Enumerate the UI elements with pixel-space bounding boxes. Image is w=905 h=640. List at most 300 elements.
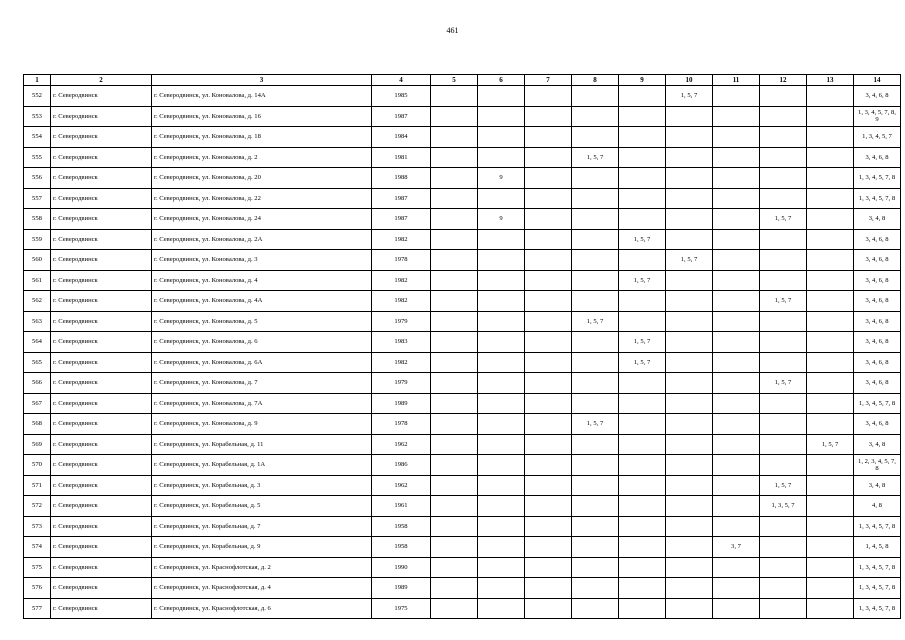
table-cell — [478, 516, 525, 537]
table-cell: г. Северодвинск — [51, 352, 152, 373]
table-cell — [619, 311, 666, 332]
table-cell — [713, 127, 760, 148]
table-cell: 3, 4, 6, 8 — [854, 250, 901, 271]
column-header: 6 — [478, 75, 525, 86]
table-cell: 1958 — [372, 516, 431, 537]
column-header: 2 — [51, 75, 152, 86]
table-cell — [431, 516, 478, 537]
table-cell — [431, 537, 478, 558]
table-cell: 1, 5, 7 — [760, 291, 807, 312]
table-cell — [431, 332, 478, 353]
table-cell — [666, 127, 713, 148]
table-cell: 1961 — [372, 496, 431, 517]
table-cell — [431, 352, 478, 373]
table-cell — [807, 147, 854, 168]
table-cell: 3, 4, 6, 8 — [854, 291, 901, 312]
table-row — [24, 209, 901, 230]
table-cell — [478, 496, 525, 517]
table-cell — [713, 496, 760, 517]
table-cell — [666, 270, 713, 291]
table-cell: г. Северодвинск — [51, 188, 152, 209]
table-cell: 3, 4, 6, 8 — [854, 147, 901, 168]
table-cell — [525, 475, 572, 496]
table-cell — [760, 414, 807, 435]
table-cell: г. Северодвинск — [51, 106, 152, 127]
table-cell — [807, 270, 854, 291]
table-cell — [713, 557, 760, 578]
table-cell: 1986 — [372, 455, 431, 476]
table-cell — [807, 557, 854, 578]
table-row — [24, 332, 901, 353]
table-cell: 1, 3, 4, 5, 7, 8 — [854, 168, 901, 189]
table-row — [24, 86, 901, 107]
table-cell: 1987 — [372, 188, 431, 209]
table-cell: г. Северодвинск, ул. Корабельная, д. 1А — [152, 455, 372, 476]
table-cell — [760, 106, 807, 127]
table-cell — [525, 229, 572, 250]
table-cell: г. Северодвинск — [51, 209, 152, 230]
table-cell — [666, 373, 713, 394]
table-cell — [431, 373, 478, 394]
table-cell: 1, 5, 7 — [666, 250, 713, 271]
table-cell — [807, 373, 854, 394]
table-cell — [525, 127, 572, 148]
table-cell — [713, 86, 760, 107]
table-cell — [572, 250, 619, 271]
table-cell: 555 — [24, 147, 51, 168]
table-cell — [807, 106, 854, 127]
table-cell: г. Северодвинск, ул. Корабельная, д. 11 — [152, 434, 372, 455]
table-cell: 1, 5, 7 — [572, 311, 619, 332]
table-cell: 564 — [24, 332, 51, 353]
table-cell — [572, 557, 619, 578]
table-row — [24, 291, 901, 312]
table-cell: 1, 3, 4, 5, 7, 8 — [854, 578, 901, 599]
table-cell: г. Северодвинск, ул. Краснофлотская, д. 4 — [152, 578, 372, 599]
table-cell — [807, 455, 854, 476]
table-cell — [619, 168, 666, 189]
table-cell — [807, 393, 854, 414]
table-cell — [619, 434, 666, 455]
table-cell: 556 — [24, 168, 51, 189]
table-cell — [619, 537, 666, 558]
table-cell — [760, 270, 807, 291]
table-cell — [713, 434, 760, 455]
table-cell: 1, 5, 7 — [619, 229, 666, 250]
table-cell: 1989 — [372, 393, 431, 414]
table-cell — [666, 291, 713, 312]
table-cell: 1, 3, 4, 5, 7, 8 — [854, 393, 901, 414]
table-cell: 1, 3, 4, 5, 7, 8 — [854, 557, 901, 578]
table-cell: 1975 — [372, 598, 431, 619]
table-cell — [619, 106, 666, 127]
table-cell — [478, 537, 525, 558]
table-cell: 566 — [24, 373, 51, 394]
table-cell — [713, 578, 760, 599]
table-cell: 3, 4, 8 — [854, 434, 901, 455]
table-cell — [478, 188, 525, 209]
table-cell — [619, 516, 666, 537]
table-cell — [807, 291, 854, 312]
table-cell: г. Северодвинск — [51, 373, 152, 394]
table-cell — [431, 557, 478, 578]
table-cell: 3, 4, 6, 8 — [854, 270, 901, 291]
table-row — [24, 352, 901, 373]
table-cell: 1982 — [372, 352, 431, 373]
table-cell: 1, 5, 7 — [760, 475, 807, 496]
table-cell: 577 — [24, 598, 51, 619]
table-cell: г. Северодвинск, ул. Корабельная, д. 9 — [152, 537, 372, 558]
column-header: 3 — [152, 75, 372, 86]
table-cell — [431, 229, 478, 250]
table-cell: г. Северодвинск — [51, 127, 152, 148]
table-cell: г. Северодвинск — [51, 393, 152, 414]
table-cell: 3, 4, 6, 8 — [854, 311, 901, 332]
table-row — [24, 475, 901, 496]
table-cell — [478, 127, 525, 148]
table-cell — [760, 352, 807, 373]
table-cell — [713, 516, 760, 537]
table-cell: г. Северодвинск — [51, 434, 152, 455]
column-header: 4 — [372, 75, 431, 86]
table-cell: 3, 4, 6, 8 — [854, 373, 901, 394]
table-cell: 1979 — [372, 311, 431, 332]
table-cell — [666, 168, 713, 189]
table-cell — [807, 229, 854, 250]
table-cell — [572, 209, 619, 230]
table-cell — [431, 496, 478, 517]
table-cell — [807, 598, 854, 619]
table-cell — [713, 250, 760, 271]
table-cell: г. Северодвинск — [51, 414, 152, 435]
table-cell — [572, 496, 619, 517]
table-cell: 1978 — [372, 414, 431, 435]
table-cell: 562 — [24, 291, 51, 312]
table-cell — [525, 537, 572, 558]
table-cell — [478, 578, 525, 599]
table-cell — [807, 496, 854, 517]
table-cell: 1987 — [372, 106, 431, 127]
table-cell — [619, 475, 666, 496]
table-cell: г. Северодвинск, ул. Коновалова, д. 22 — [152, 188, 372, 209]
table-cell — [760, 516, 807, 537]
table-cell: г. Северодвинск — [51, 229, 152, 250]
table-cell — [572, 598, 619, 619]
table-cell — [666, 311, 713, 332]
table-cell — [572, 352, 619, 373]
table-cell — [760, 598, 807, 619]
table-cell — [572, 188, 619, 209]
table-cell: 1962 — [372, 434, 431, 455]
table-cell: 1, 5, 7 — [760, 373, 807, 394]
table-cell: 9 — [478, 168, 525, 189]
table-cell: 1982 — [372, 270, 431, 291]
table-row — [24, 311, 901, 332]
table-cell: 1, 3, 4, 5, 7 — [854, 127, 901, 148]
table-cell — [431, 147, 478, 168]
table-cell — [572, 86, 619, 107]
table-cell — [431, 86, 478, 107]
table-cell: г. Северодвинск, ул. Корабельная, д. 7 — [152, 516, 372, 537]
table-cell — [572, 516, 619, 537]
table-cell — [713, 598, 760, 619]
table-cell — [478, 414, 525, 435]
table-cell — [478, 598, 525, 619]
table-cell — [525, 578, 572, 599]
table-cell — [760, 578, 807, 599]
table-cell — [525, 516, 572, 537]
table-cell: г. Северодвинск, ул. Коновалова, д. 2 — [152, 147, 372, 168]
table-cell: г. Северодвинск — [51, 332, 152, 353]
table-cell: 1, 3, 4, 5, 7, 8, 9 — [854, 106, 901, 127]
table-cell — [713, 455, 760, 476]
table-row — [24, 373, 901, 394]
table-cell: 1, 3, 4, 5, 7, 8 — [854, 516, 901, 537]
table-cell — [619, 86, 666, 107]
table-row — [24, 434, 901, 455]
table-cell: г. Северодвинск, ул. Коновалова, д. 18 — [152, 127, 372, 148]
table-cell: 1984 — [372, 127, 431, 148]
table-cell — [525, 373, 572, 394]
table-cell — [478, 332, 525, 353]
table-cell — [572, 291, 619, 312]
table-cell — [807, 188, 854, 209]
table-cell — [713, 168, 760, 189]
table-cell: г. Северодвинск — [51, 496, 152, 517]
table-cell: 3, 4, 8 — [854, 475, 901, 496]
table-cell: 554 — [24, 127, 51, 148]
table-cell — [619, 414, 666, 435]
table-cell: г. Северодвинск — [51, 455, 152, 476]
table-cell — [713, 414, 760, 435]
table-cell — [572, 229, 619, 250]
table-cell: 1, 5, 7 — [807, 434, 854, 455]
table-cell: 1, 2, 3, 4, 5, 7, 8 — [854, 455, 901, 476]
table-cell — [760, 393, 807, 414]
table-row — [24, 393, 901, 414]
table-cell: г. Северодвинск — [51, 516, 152, 537]
table-cell: 575 — [24, 557, 51, 578]
table-row — [24, 455, 901, 476]
table-cell — [760, 557, 807, 578]
table-cell — [713, 270, 760, 291]
table-cell — [666, 147, 713, 168]
table-cell — [572, 373, 619, 394]
page-number: 461 — [446, 26, 459, 35]
table-cell: 1, 5, 7 — [619, 270, 666, 291]
table-cell — [760, 147, 807, 168]
table-cell — [431, 250, 478, 271]
table-cell — [525, 598, 572, 619]
table-cell: 1987 — [372, 209, 431, 230]
table-cell — [478, 250, 525, 271]
table-cell — [572, 475, 619, 496]
table-cell: 1981 — [372, 147, 431, 168]
table-cell: 565 — [24, 352, 51, 373]
table-cell: 559 — [24, 229, 51, 250]
table-cell — [713, 209, 760, 230]
table-cell — [760, 188, 807, 209]
table-cell — [525, 168, 572, 189]
table-cell: г. Северодвинск, ул. Коновалова, д. 4А — [152, 291, 372, 312]
table-cell: 1, 5, 7 — [619, 332, 666, 353]
table-cell — [619, 127, 666, 148]
table-cell — [619, 598, 666, 619]
table-cell — [760, 168, 807, 189]
column-header: 11 — [713, 75, 760, 86]
table-cell — [666, 414, 713, 435]
table-row — [24, 106, 901, 127]
table-cell: 553 — [24, 106, 51, 127]
table-cell — [807, 475, 854, 496]
table-cell: 1, 4, 5, 8 — [854, 537, 901, 558]
table-cell: 1, 3, 4, 5, 7, 8 — [854, 188, 901, 209]
table-cell — [807, 414, 854, 435]
table-cell — [666, 578, 713, 599]
table-cell — [713, 229, 760, 250]
table-cell: 561 — [24, 270, 51, 291]
table-cell — [666, 229, 713, 250]
table-cell — [713, 311, 760, 332]
table-cell: 558 — [24, 209, 51, 230]
table-cell: 1, 5, 7 — [572, 414, 619, 435]
table-cell: г. Северодвинск — [51, 475, 152, 496]
table-cell — [713, 373, 760, 394]
table-body — [24, 86, 901, 619]
table-cell: г. Северодвинск, ул. Коновалова, д. 16 — [152, 106, 372, 127]
table-cell: 3, 4, 6, 8 — [854, 229, 901, 250]
table-cell: 1990 — [372, 557, 431, 578]
table-cell: 570 — [24, 455, 51, 476]
table-cell — [431, 188, 478, 209]
table-cell: 1, 5, 7 — [666, 86, 713, 107]
table-cell — [478, 270, 525, 291]
table-cell: 1, 5, 7 — [572, 147, 619, 168]
table-cell — [525, 291, 572, 312]
column-header: 13 — [807, 75, 854, 86]
table-cell: г. Северодвинск, ул. Краснофлотская, д. 2 — [152, 557, 372, 578]
table-cell — [431, 414, 478, 435]
table-cell: 1, 5, 7 — [619, 352, 666, 373]
table-cell: г. Северодвинск, ул. Коновалова, д. 4 — [152, 270, 372, 291]
table-cell: 9 — [478, 209, 525, 230]
table-row — [24, 127, 901, 148]
column-header: 5 — [431, 75, 478, 86]
table-cell — [666, 475, 713, 496]
table-cell: г. Северодвинск, ул. Коновалова, д. 3 — [152, 250, 372, 271]
table-cell — [666, 598, 713, 619]
table-cell: 1983 — [372, 332, 431, 353]
table-cell — [478, 352, 525, 373]
table-cell: 573 — [24, 516, 51, 537]
table-cell: г. Северодвинск, ул. Коновалова, д. 7А — [152, 393, 372, 414]
table-cell — [666, 352, 713, 373]
table-cell: 3, 4, 8 — [854, 209, 901, 230]
table-cell — [713, 332, 760, 353]
table-cell — [713, 393, 760, 414]
table-cell: г. Северодвинск, ул. Коновалова, д. 24 — [152, 209, 372, 230]
table-cell — [572, 168, 619, 189]
table-cell: 1962 — [372, 475, 431, 496]
table-cell: г. Северодвинск, ул. Коновалова, д. 5 — [152, 311, 372, 332]
table-cell — [431, 393, 478, 414]
table-cell — [478, 373, 525, 394]
table-cell — [478, 229, 525, 250]
column-header: 14 — [854, 75, 901, 86]
table-cell — [572, 578, 619, 599]
table-cell — [807, 209, 854, 230]
table-cell — [478, 393, 525, 414]
table-cell: г. Северодвинск, ул. Коновалова, д. 6 — [152, 332, 372, 353]
column-header: 10 — [666, 75, 713, 86]
table-cell — [572, 393, 619, 414]
table-cell — [525, 209, 572, 230]
table-cell: г. Северодвинск, ул. Коновалова, д. 9 — [152, 414, 372, 435]
table-cell — [525, 414, 572, 435]
table-cell — [619, 291, 666, 312]
table-row — [24, 414, 901, 435]
table-cell — [619, 496, 666, 517]
table-cell: г. Северодвинск, ул. Коновалова, д. 6А — [152, 352, 372, 373]
table-row — [24, 516, 901, 537]
table-cell: 568 — [24, 414, 51, 435]
table-cell — [431, 291, 478, 312]
table-cell — [525, 188, 572, 209]
table-cell — [619, 147, 666, 168]
table-cell: 3, 4, 6, 8 — [854, 414, 901, 435]
table-cell — [666, 516, 713, 537]
table-cell — [525, 106, 572, 127]
table-row — [24, 168, 901, 189]
table-cell — [666, 496, 713, 517]
table-cell: 3, 4, 6, 8 — [854, 332, 901, 353]
table-cell — [807, 86, 854, 107]
table-cell — [478, 557, 525, 578]
table-cell — [760, 229, 807, 250]
table-row — [24, 598, 901, 619]
table-cell — [619, 455, 666, 476]
table-cell — [478, 86, 525, 107]
table-cell: 572 — [24, 496, 51, 517]
table-cell — [760, 127, 807, 148]
table-cell: г. Северодвинск — [51, 250, 152, 271]
table-cell — [525, 393, 572, 414]
table-cell — [478, 311, 525, 332]
column-header: 9 — [619, 75, 666, 86]
table-cell: 574 — [24, 537, 51, 558]
table-cell — [713, 291, 760, 312]
table-cell — [807, 311, 854, 332]
table-row — [24, 270, 901, 291]
column-header: 1 — [24, 75, 51, 86]
table-cell — [572, 106, 619, 127]
column-header: 8 — [572, 75, 619, 86]
table-cell — [807, 332, 854, 353]
table-row — [24, 229, 901, 250]
table-cell: 1978 — [372, 250, 431, 271]
table-cell — [525, 455, 572, 476]
table-cell — [666, 209, 713, 230]
table-cell — [431, 311, 478, 332]
table-cell — [713, 352, 760, 373]
table-cell — [760, 434, 807, 455]
table-cell: 1982 — [372, 229, 431, 250]
table-cell: 1, 3, 5, 7 — [760, 496, 807, 517]
column-header: 12 — [760, 75, 807, 86]
table-row — [24, 557, 901, 578]
table-cell: г. Северодвинск, ул. Коновалова, д. 14А — [152, 86, 372, 107]
table-row — [24, 147, 901, 168]
